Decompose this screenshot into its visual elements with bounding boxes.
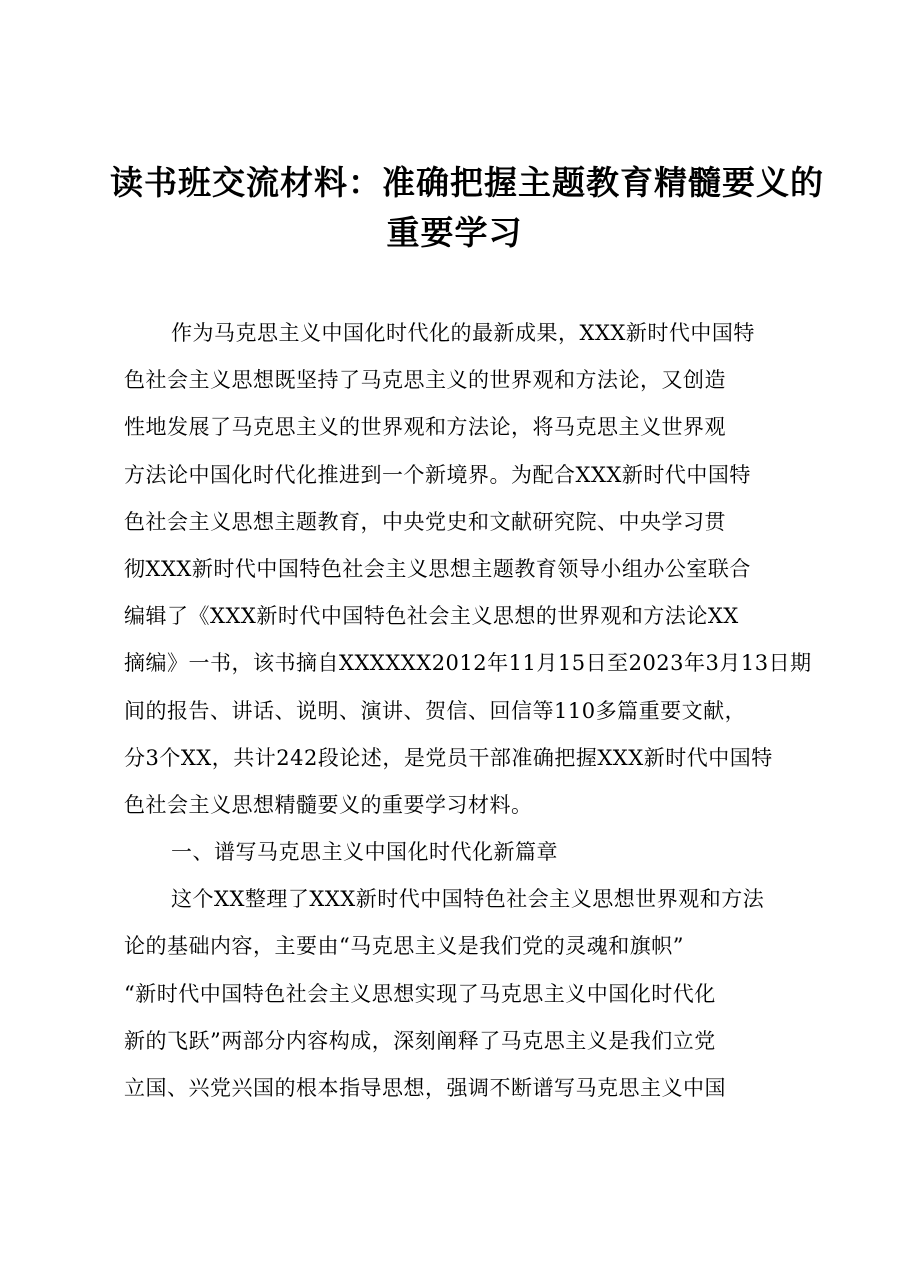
paragraph-line: 方法论中国化时代化推进到一个新境界。为配合XXX新时代中国特 xyxy=(124,462,751,487)
paragraph-line: 分3个XX，共计242段论述，是党员干部准确把握XXX新时代中国特 xyxy=(124,745,773,770)
paragraph-line: 色社会主义思想主题教育，中央党史和文献研究院、中央学习贯 xyxy=(124,509,726,534)
paragraph-intro xyxy=(124,310,812,829)
title-line: 重要学习 xyxy=(386,213,523,252)
paragraph-line: 编辑了《XXX新时代中国特色社会主义思想的世界观和方法论XX xyxy=(124,604,739,629)
paragraph-line: 彻XXX新时代中国特色社会主义思想主题教育领导小组办公室联合 xyxy=(124,556,751,581)
paragraph-line: 色社会主义思想精髓要义的重要学习材料。 xyxy=(124,792,533,817)
paragraph-line: 论的基础内容，主要由“马克思主义是我们党的灵魂和旗帜” xyxy=(124,934,684,959)
paragraph-line: 间的报告、讲话、说明、演讲、贺信、回信等110多篇重要文献， xyxy=(124,698,747,723)
paragraph-section-one xyxy=(124,876,804,1112)
paragraph-line: 性地发展了马克思主义的世界观和方法论，将马克思主义世界观 xyxy=(124,415,726,440)
paragraph-line: 新的飞跃”两部分内容构成，深刻阐释了马克思主义是我们立党 xyxy=(124,1028,716,1053)
section-heading xyxy=(124,829,804,876)
paragraph-line: 色社会主义思想既坚持了马克思主义的世界观和方法论，又创造 xyxy=(124,368,726,393)
paragraph-line: 摘编》一书，该书摘自XXXXXX2012年11月15日至2023年3月13日期 xyxy=(124,651,812,676)
paragraph-line: 作为马克思主义中国化时代化的最新成果，XXX新时代中国特 xyxy=(171,321,755,345)
document-body xyxy=(124,310,812,1112)
document-title xyxy=(110,158,824,258)
title-line: 读书班交流材料：准确把握主题教育精髓要义的 xyxy=(110,163,824,202)
paragraph-line: “新时代中国特色社会主义思想实现了马克思主义中国化时代化 xyxy=(124,981,716,1006)
paragraph-line: 立国、兴党兴国的根本指导思想，强调不断谱写马克思主义中国 xyxy=(124,1076,726,1100)
paragraph-line: 这个XX整理了XXX新时代中国特色社会主义思想世界观和方法 xyxy=(171,887,765,912)
section-heading-text: 一、谱写马克思主义中国化时代化新篇章 xyxy=(171,840,558,865)
